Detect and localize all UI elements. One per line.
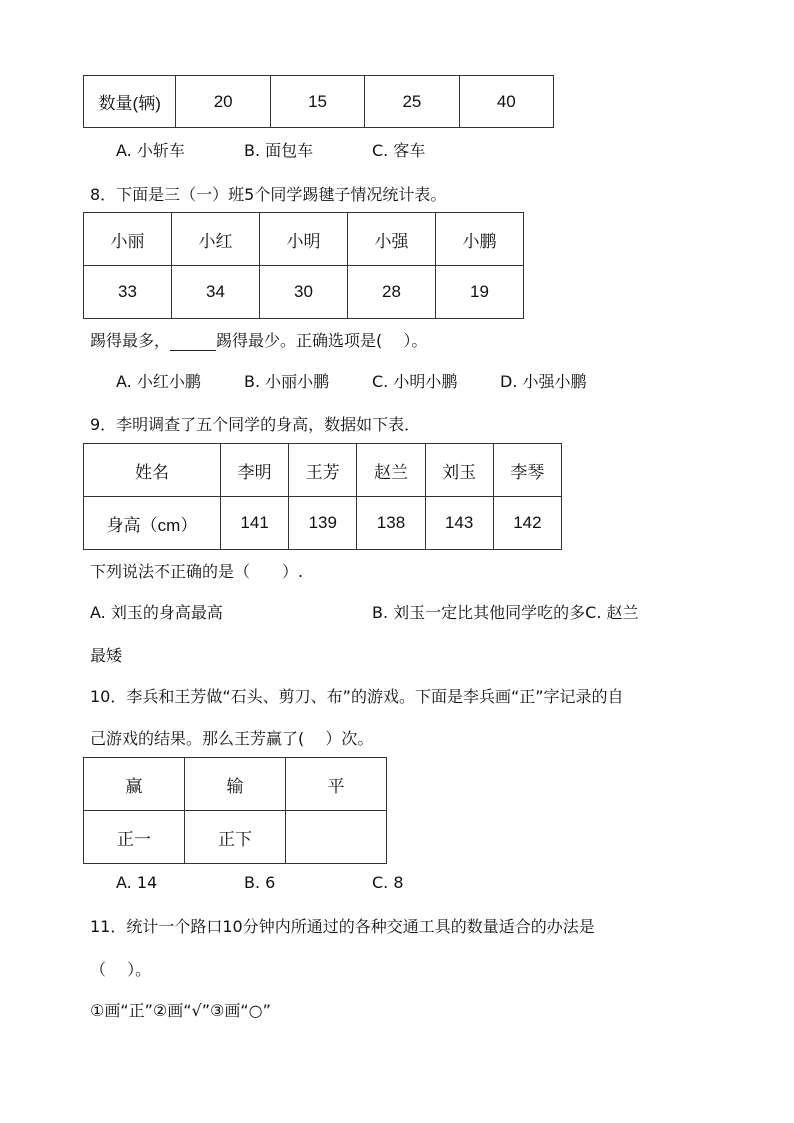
table-cell: 15 [270,76,364,128]
table-header-cell: 刘玉 [425,444,493,497]
q10-line1: 10．李兵和王芳做“石头、剪刀、布”的游戏。下面是李兵画“正”字记录的自 [90,687,624,706]
q10-option-a[interactable]: A. 14 [116,873,158,892]
q7-option-b[interactable]: B. 面包车 [244,141,314,160]
q7-option-a[interactable]: A. 小斩车 [116,141,185,160]
table-cell: 141 [221,497,289,550]
table-cell: 138 [357,497,425,550]
q9-option-c-wrap: 最矮 [90,646,123,665]
q11-line3: ①画“正”②画“√”③画“○” [90,1001,271,1020]
answer-blank[interactable] [170,334,216,351]
table-header-cell: 赵兰 [357,444,425,497]
table-header-cell: 李琴 [493,444,561,497]
q10-line2: 己游戏的结果。那么王芳赢了( ）次。 [90,729,374,748]
table-cell: 19 [436,266,524,319]
table-row-label: 数量(辆) [84,76,176,128]
table-header-cell: 赢 [84,758,185,811]
q8-option-a[interactable]: A. 小红小鹏 [116,372,201,391]
q8-option-d[interactable]: D. 小强小鹏 [500,372,587,391]
table-cell: 30 [260,266,348,319]
table-cell: 33 [84,266,172,319]
table-header-cell: 小红 [172,213,260,266]
table-cell: 142 [493,497,561,550]
q8-stem-start: 踢得最多， [90,331,171,350]
table-row-label: 身高（cm） [84,497,221,550]
table-header-cell: 姓名 [84,444,221,497]
table-cell: 25 [365,76,459,128]
table-header-cell: 王芳 [289,444,357,497]
q8-option-b[interactable]: B. 小丽小鹏 [244,372,330,391]
table-cell: 139 [289,497,357,550]
table-header-cell: 小强 [348,213,436,266]
q8-stem [90,328,427,351]
q9-option-a[interactable]: A. 刘玉的身高最高 [90,603,223,622]
q8-title: 8．下面是三（一）班5个同学踢毽子情况统计表。 [90,185,447,204]
table-header-cell: 李明 [221,444,289,497]
table-header-cell: 小鹏 [436,213,524,266]
table-cell: 正下 [185,811,286,864]
vehicle-count-table [83,75,554,128]
table-cell: 28 [348,266,436,319]
table-header-cell: 小丽 [84,213,172,266]
q8-option-c[interactable]: C. 小明小鹏 [372,372,458,391]
game-result-table [83,757,387,864]
table-cell: 20 [176,76,270,128]
q9-stem: 下列说法不正确的是（ ）. [90,562,304,581]
q9-title: 9．李明调查了五个同学的身高，数据如下表． [90,415,421,434]
q10-option-c[interactable]: C. 8 [372,873,404,892]
table-cell: 40 [459,76,553,128]
q11-line2: （ ）。 [90,960,152,979]
table-cell: 34 [172,266,260,319]
q10-option-b[interactable]: B. 6 [244,873,276,892]
table-cell: 143 [425,497,493,550]
table-cell: 正一 [84,811,185,864]
table-header-cell: 平 [286,758,387,811]
height-table [83,443,562,550]
q8-stem-end: 踢得最少。正确选项是( ）。 [216,331,428,350]
shuttlecock-table [83,212,524,319]
q11-line1: 11．统计一个路口10分钟内所通过的各种交通工具的数量适合的办法是 [90,917,595,936]
table-header-cell: 输 [185,758,286,811]
table-header-cell: 小明 [260,213,348,266]
q9-option-bc[interactable]: B. 刘玉一定比其他同学吃的多C. 赵兰 [372,603,639,622]
q7-option-c[interactable]: C. 客车 [372,141,426,160]
table-cell [286,811,387,864]
